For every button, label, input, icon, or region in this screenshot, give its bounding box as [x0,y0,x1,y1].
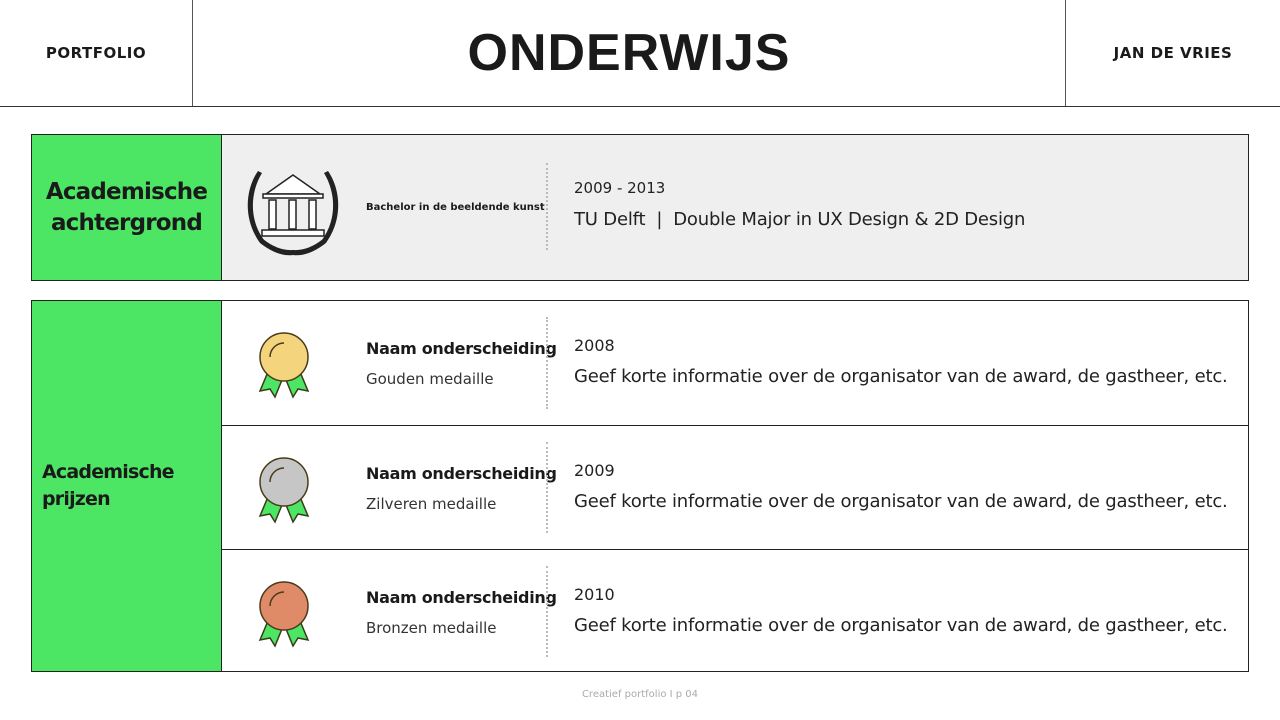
degree-label: Bachelor in de beeldende kunst [366,202,545,213]
section-heading: Academische achtergrond [32,135,222,280]
academic-awards-section [31,300,1249,672]
medal-icon [256,331,312,399]
author-name: JAN DE VRIES [1065,0,1280,106]
award-name: Naam onderscheiding [366,339,557,358]
award-row [222,549,1248,673]
award-name: Naam onderscheiding [366,464,557,483]
footer: Creatief portfolio I p 04 [581,689,699,700]
award-row [222,425,1248,549]
award-description: Geef korte informatie over de organisator van de award, de gastheer, etc. [574,366,1228,387]
dotted-divider [546,566,548,657]
university-laurel-icon [238,163,348,259]
award-year: 2009 [574,461,615,480]
medal-icon [256,456,312,524]
academic-background-section [31,134,1249,281]
award-description: Geef korte informatie over de organisator van de award, de gastheer, etc. [574,491,1228,512]
medal-icon [256,580,312,648]
medal-type: Zilveren medaille [366,495,497,513]
medal-type: Bronzen medaille [366,619,497,637]
award-row [222,301,1248,425]
award-year: 2010 [574,585,615,604]
dotted-divider [546,442,548,533]
portfolio-label: PORTFOLIO [0,0,193,106]
award-year: 2008 [574,336,615,355]
section-heading: Academische prijzen [32,301,222,671]
header [0,0,1280,107]
dotted-divider [546,317,548,409]
medal-type: Gouden medaille [366,370,494,388]
award-name: Naam onderscheiding [366,588,557,607]
education-detail: TU Delft | Double Major in UX Design & 2D Design [574,209,1026,230]
years: 2009 - 2013 [574,179,666,197]
page-title: ONDERWIJS [467,24,791,82]
award-description: Geef korte informatie over de organisator van de award, de gastheer, etc. [574,615,1228,636]
dotted-divider [546,163,548,250]
